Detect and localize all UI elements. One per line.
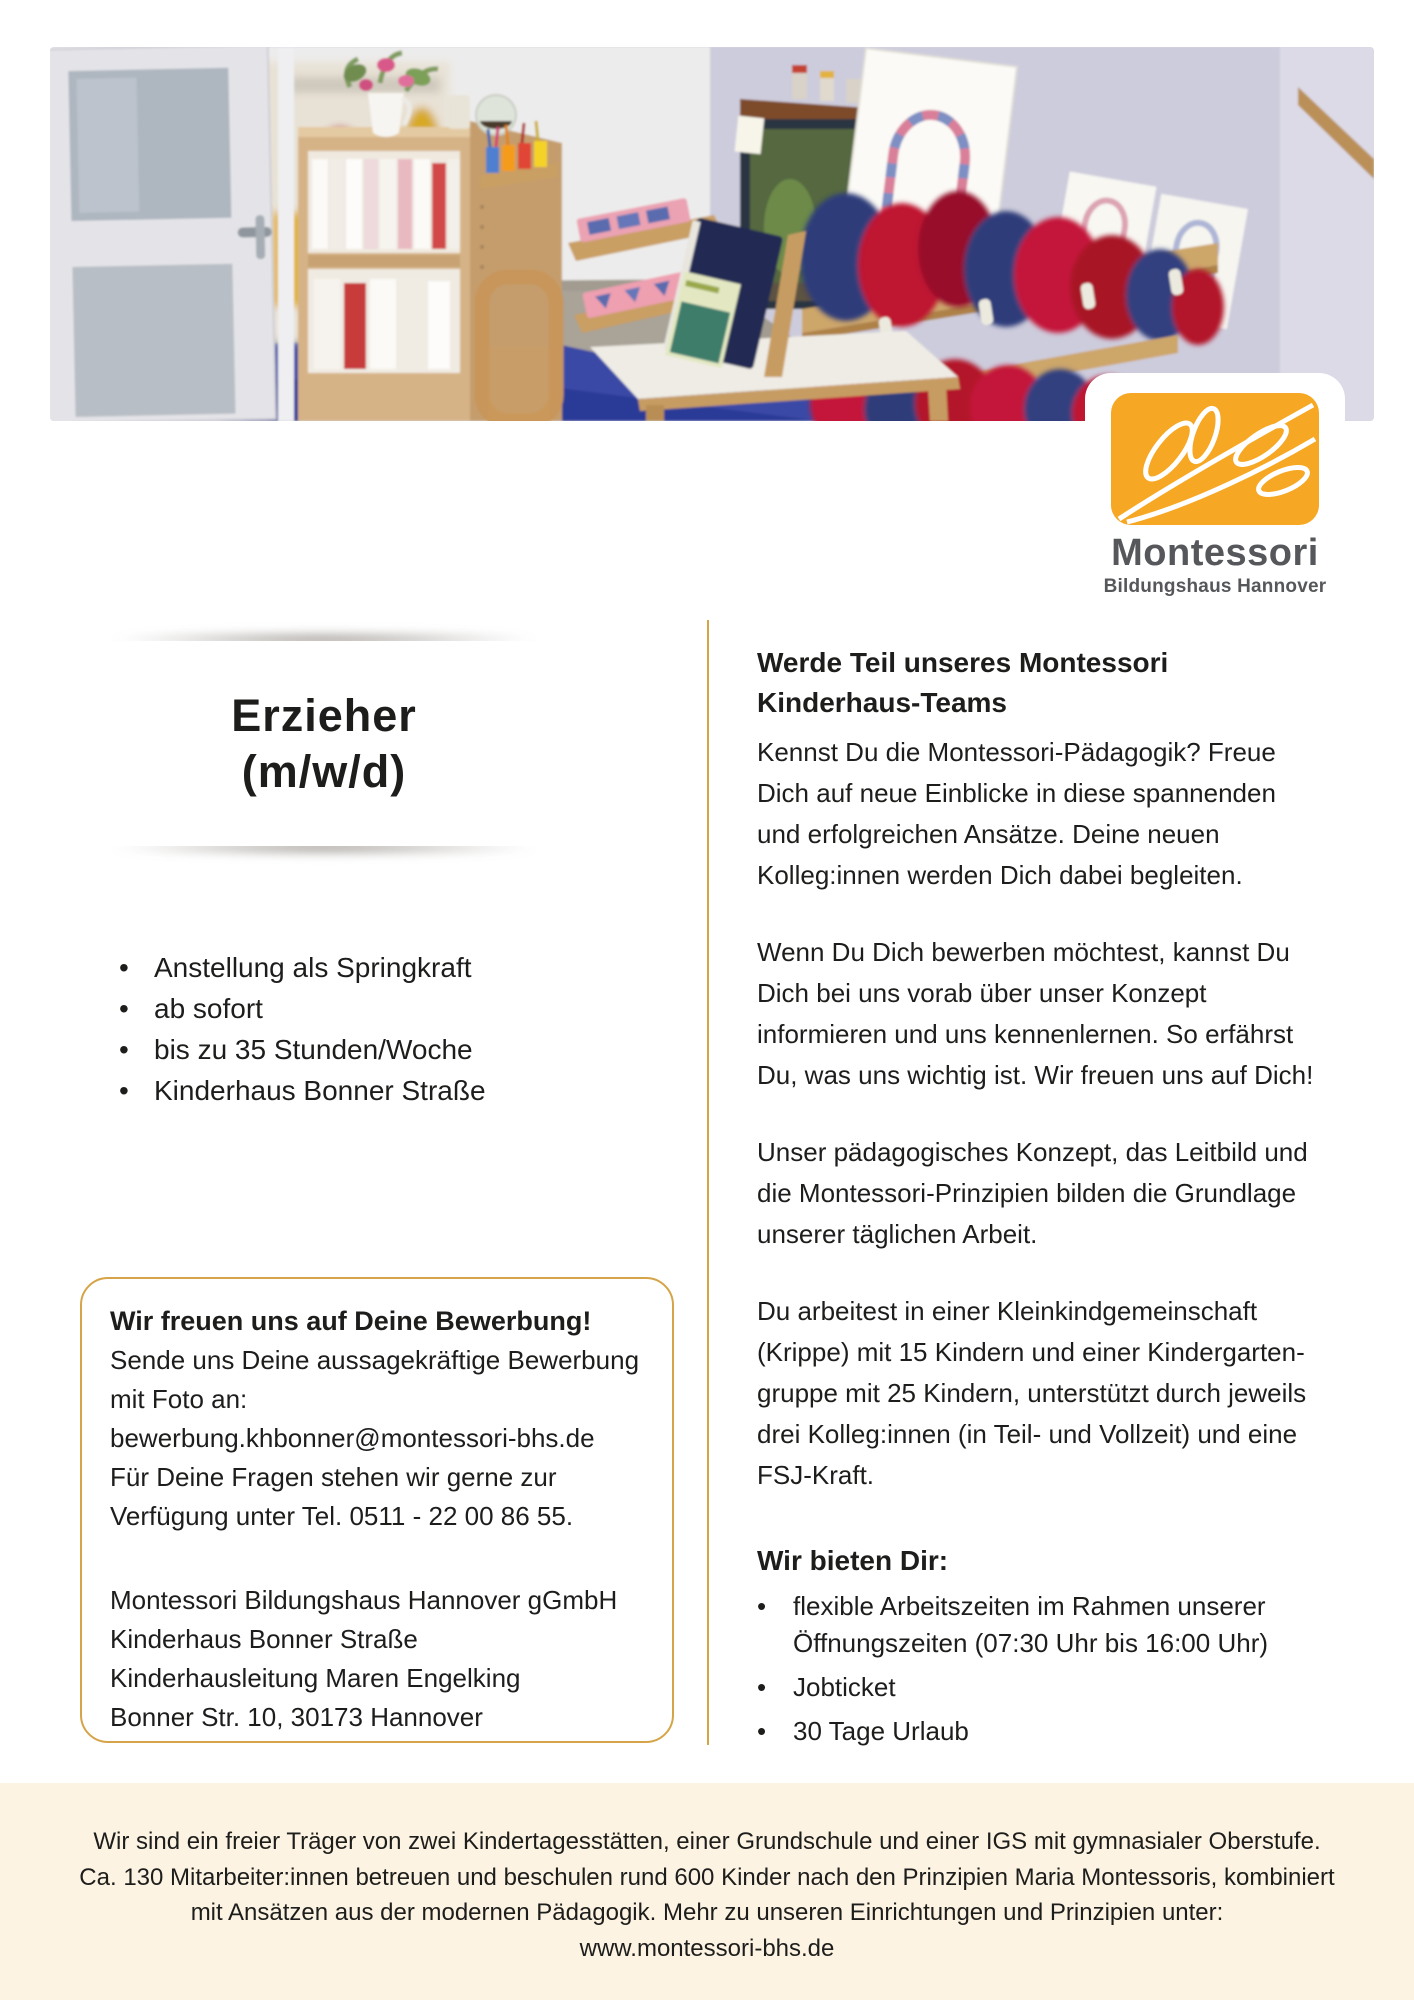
application-email: bewerbung.khbonner@montessori-bhs.de [110,1423,595,1453]
benefit-label: • flexible Arbeitszeiten im Rahmen unserer Öffnungszeiten (07:30 Uhr bis 16:00 Uhr) [793,1591,1269,1658]
door-handle [238,227,272,238]
address-line: Bonner Str. 10, 30173 Hannover [110,1702,483,1732]
application-phone-line: Verfügung unter Tel. 0511 - 22 00 86 55. [110,1501,574,1531]
footer-line: Wir sind ein freier Träger von zwei Kindertagesstätten, einer Grundschule und einer IGS mit gymnasialer Oberstufe. [93,1828,1321,1855]
application-line: mit Foto an: [110,1384,248,1414]
application-address [110,1581,654,1737]
benefit-item [757,1713,1323,1750]
job-title-line2: (m/w/d) [241,745,407,797]
job-title-card [88,641,560,846]
kindergarten-scene [50,47,1374,421]
footer-line: mit Ansätzen aus der modernen Pädagogik. Mehr zu unseren Einrichtungen und Prinzipien unter: [190,1899,1224,1926]
main-heading-line2: Kinderhaus-Teams [757,687,1007,718]
application-line: Für Deine Fragen stehen wir gerne zur [110,1462,557,1492]
job-fact-item [119,988,486,1029]
job-facts-list [119,947,486,1111]
benefits-list [757,1588,1323,1750]
job-description [757,643,1323,1750]
job-fact-item [119,1070,486,1111]
benefit-item [757,1669,1323,1706]
description-paragraph: Du arbeitest in einer Kleinkindgemeinschaft (Krippe) mit 15 Kindern und einer Kindergarten-gruppe mit 25 Kindern, unterstützt durch jeweils drei Kolleg:innen (in Teil- und Vollzeit) und eine FSJ-Kraft. [757,1296,1307,1490]
address-line: Kinderhausleitung Maren Engelking [110,1663,521,1693]
footer-band [0,1783,1414,2000]
benefit-item [757,1588,1323,1662]
address-line: Kinderhaus Bonner Straße [110,1624,418,1654]
job-title-line1: Erzieher [231,690,417,742]
benefit-label: • 30 Tage Urlaub [793,1716,969,1746]
description-paragraph: Unser pädagogisches Konzept, das Leitbild und die Montessori-Prinzipien bilden die Grundlage unserer täglichen Arbeit. [757,1137,1308,1249]
job-fact-label: • ab sofort [154,993,263,1024]
benefits-heading: Wir bieten Dir: [757,1545,949,1576]
description-paragraph: Wenn Du Dich bewerben möchtest, kannst Du Dich bei uns vorab über unser Konzept informieren und uns kennenlernen. So erfährst Du, was uns wichtig ist. Wir freuen uns auf Dich! [757,937,1314,1090]
job-fact-item [119,1029,486,1070]
application-box [80,1277,674,1743]
job-fact-label: • bis zu 35 Stunden/Woche [154,1034,473,1065]
brand-name: Montessori [1111,532,1319,574]
job-fact-label: • Kinderhaus Bonner Straße [154,1075,486,1106]
footer-website: www.montessori-bhs.de [579,1934,835,1962]
footer-line: Ca. 130 Mitarbeiter:innen betreuen und beschulen rund 600 Kinder nach den Prinzipien Maria Montessoris, kombiniert [79,1863,1335,1891]
job-fact-label: • Anstellung als Springkraft [154,952,472,983]
brand-card [1085,373,1345,610]
application-line: Sende uns Deine aussagekräftige Bewerbung [110,1345,640,1375]
column-divider [707,620,709,1745]
brand-subtitle: Bildungshaus Hannover [1103,576,1327,597]
leaf-logo-icon [1111,393,1319,525]
benefit-label: • Jobticket [793,1672,896,1702]
main-heading-line1: Werde Teil unseres Montessori [757,647,1169,678]
job-fact-item [119,947,486,988]
address-line: Montessori Bildungshaus Hannover gGmbH [110,1585,618,1615]
description-paragraph: Kennst Du die Montessori-Pädagogik? Freue Dich auf neue Einblicke in diese spannenden und erfolgreichen Ansätze. Deine neuen Kolleg:innen werden Dich dabei begleiten. [757,737,1276,890]
hero-photo [50,47,1374,421]
application-heading: Wir freuen uns auf Deine Bewerbung! [110,1306,592,1336]
glass-door [50,47,276,421]
